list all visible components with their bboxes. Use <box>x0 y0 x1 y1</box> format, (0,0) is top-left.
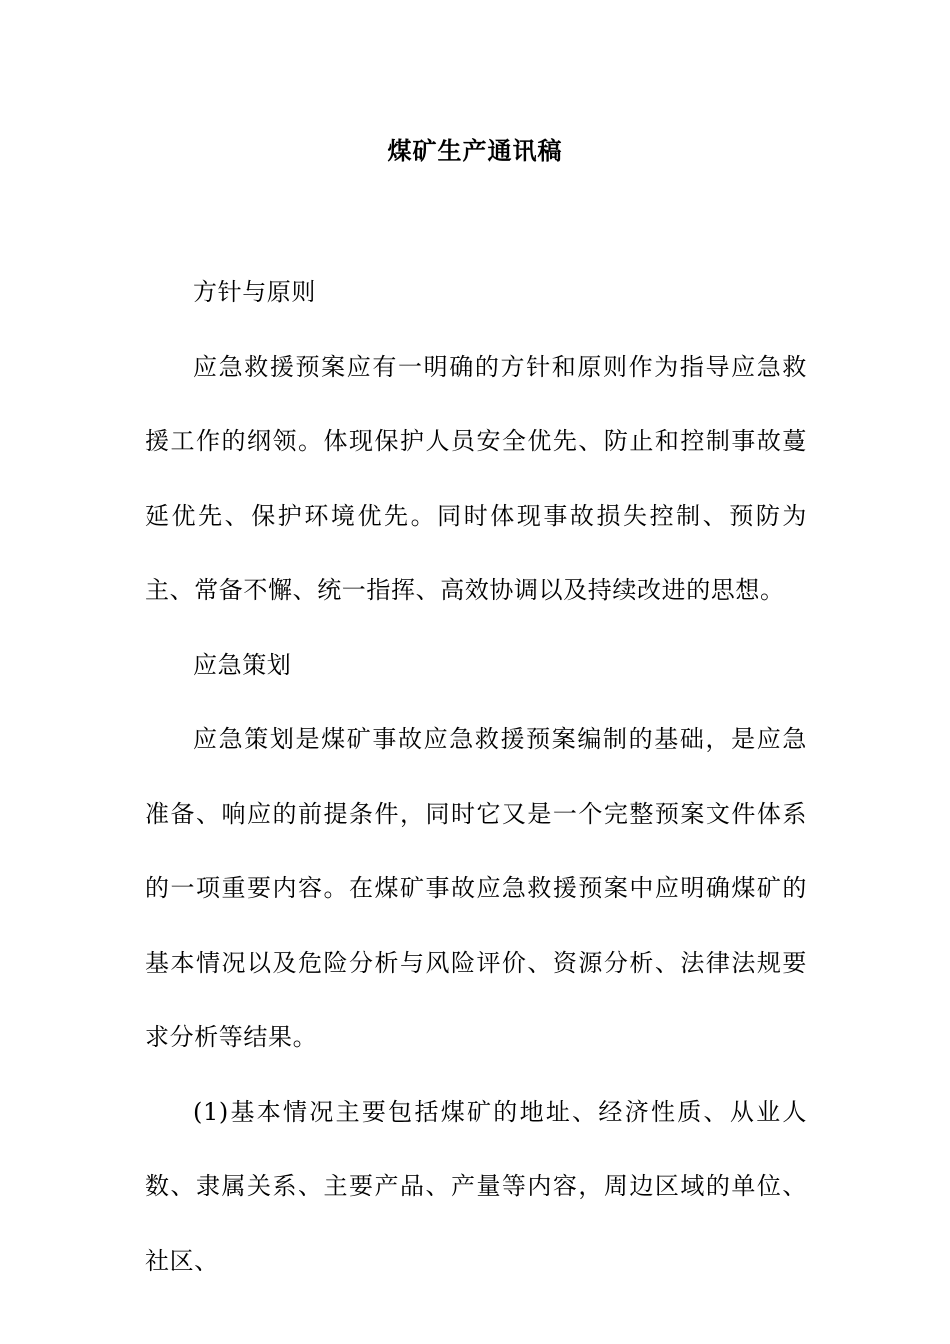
document-body <box>145 255 807 1298</box>
document-title: 煤矿生产通讯稿 <box>387 136 563 165</box>
paragraph-planning: 应急策划是煤矿事故应急救援预案编制的基础，是应急准备、响应的前提条件，同时它又是一个完整预案文件体系的一项重要内容。在煤矿事故应急救援预案中应明确煤矿的基本情况以及危险分析与风险评价、资源分析、法律法规要求分析等结果。 <box>145 725 807 1051</box>
section-heading-planning: 应急策划 <box>193 650 292 679</box>
paragraph-basic-info: (1)基本情况主要包括煤矿的地址、经济性质、从业人数、隶属关系、主要产品、产量等内容，周边区域的单位、社区、 <box>145 1097 807 1275</box>
section-heading-principles: 方针与原则 <box>193 278 316 306</box>
paragraph-principles: 应急救援预案应有一明确的方针和原则作为指导应急救援工作的纲领。体现保护人员安全优先、防止和控制事故蔓延优先、保护环境优先。同时体现事故损失控制、预防为主、常备不懈、统一指挥、高效协调以及持续改进的思想。 <box>145 352 807 604</box>
